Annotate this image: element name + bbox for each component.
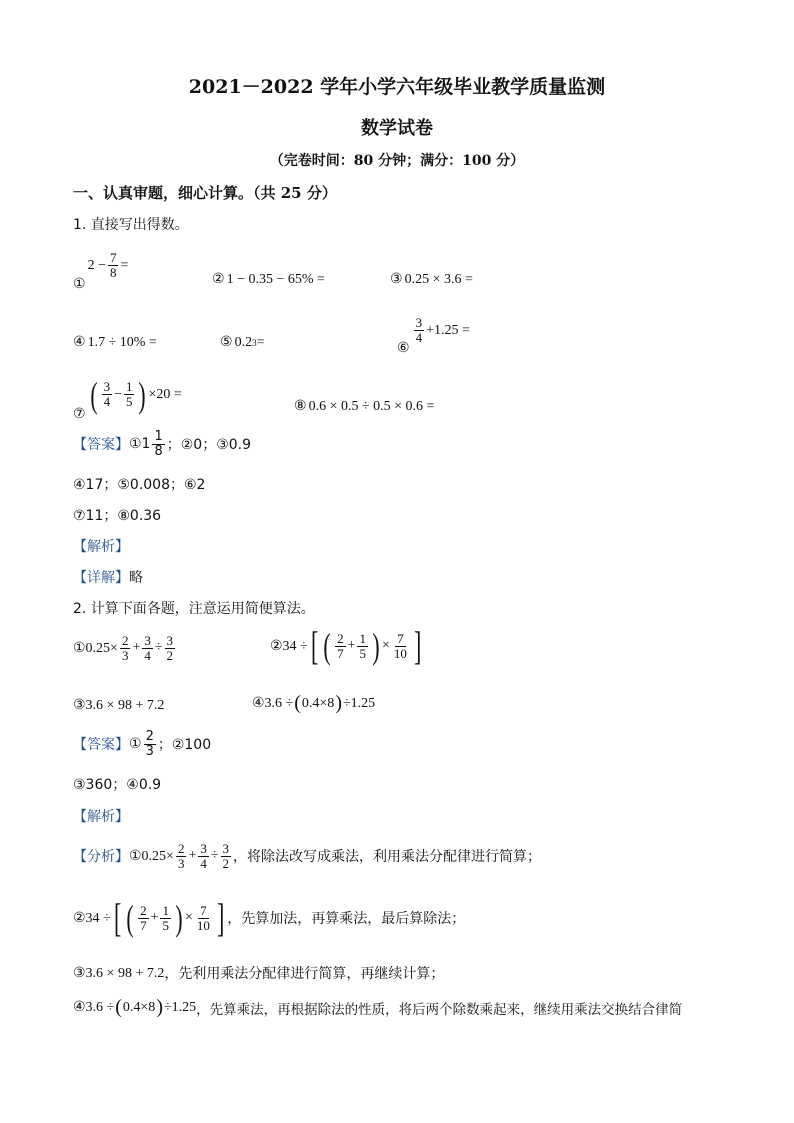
q2-p4-inner: 0.4×8 [301, 695, 335, 711]
q2-analysis-4: ④3.6 ÷ ( 0.4×8 ) ÷1.25 ，先算乘法，再根据除法的性质，将后两个除数乘起来，继续用乘法交换结合律简 [73, 996, 683, 1018]
q1-answer-line-1 [73, 430, 251, 458]
q1-detail-label: 【详解】 [73, 570, 129, 586]
q1-ans1-b: ；②0；③0.9 [166, 437, 252, 454]
q2-p2-frac-3: $\frac{7}{10}$ [393, 630, 407, 661]
q2-an1-frac-3: $\frac{3}{2}$ [222, 841, 230, 871]
q1-mark-6: ⑥ [397, 341, 410, 356]
q2-analysis-1 [73, 842, 541, 870]
q2-an1-frac-2: $\frac{3}{4}$ [200, 841, 207, 871]
q2-an4-inner: 0.4×8 [122, 999, 156, 1015]
q2-problem-1 [73, 634, 177, 662]
q2-an1-frac-1: $\frac{2}{3}$ [177, 841, 185, 871]
q1-item-6 [397, 312, 470, 357]
q2-p4-b: ÷1.25 [342, 695, 376, 711]
q1-mark-3: ③ [390, 272, 403, 287]
q2-analysis-label: 【解析】 [73, 809, 129, 825]
q1-e6-frac: $\frac{3}{4}$ [415, 315, 423, 345]
question-1-title: 1. 直接写出得数。 [73, 217, 189, 233]
q2-an2-frac-2: $\frac{1}{5}$ [162, 902, 169, 933]
q2-an1-a: ①0.25× [129, 848, 174, 864]
q2-an1-op1: + [188, 848, 197, 864]
q2-p2-frac-2: $\frac{1}{5}$ [359, 630, 366, 661]
q1-item-2 [212, 271, 325, 288]
q2-ans1-b: ；②100 [157, 737, 212, 754]
q2-answer-label: 【答案】 [73, 737, 129, 754]
q1-e8: 0.6 × 0.5 ÷ 0.5 × 0.6 = [308, 398, 435, 414]
q1-item-1 [73, 248, 128, 293]
q1-analysis-label: 【解析】 [73, 539, 129, 555]
q1-mark-1: ① [73, 277, 86, 292]
time-info: （完卷时间：80 分钟；满分：100 分） [269, 153, 525, 169]
q1-e5-a: 0.2 [234, 334, 253, 350]
q2-an1-text: ，将除法改写成乘法，利用乘法分配律进行简算； [233, 849, 542, 866]
q1-mark-7: ⑦ [73, 407, 86, 422]
q1-mark-5: ⑤ [220, 335, 233, 350]
q2-p2-frac-1: $\frac{2}{7}$ [337, 630, 344, 661]
q2-p1-frac-2: $\frac{3}{4}$ [144, 633, 151, 663]
q2-an1-op2: ÷ [210, 848, 219, 864]
q1-ans1-a: ①1 [129, 436, 151, 453]
q2-answer-line-2: ③360；④0.9 [73, 777, 162, 793]
q1-item-7: ⑦ ( $\frac{3}{4}$ − $\frac{1}{5}$ ) ×20 = [73, 374, 182, 422]
q1-e7-b: ×20 = [148, 386, 182, 402]
q2-p1-op2: ÷ [154, 640, 163, 656]
q2-an4-text: ，先算乘法，再根据除法的性质，将后两个除数乘起来，继续用乘法交换结合律简 [196, 1001, 683, 1018]
q1-e7-op: − [114, 386, 122, 402]
q1-answer-line-3: ⑦11；⑧0.36 [73, 508, 162, 524]
q1-item-4 [73, 334, 157, 351]
q1-answer-line-2: ④17；⑤0.008；⑥2 [73, 477, 206, 493]
q2-ans1-a: ① [129, 736, 142, 753]
q2-p2-x: × [381, 638, 390, 653]
exam-subject: 数学试卷 [361, 118, 433, 139]
q1-e1-a: 2 − [87, 257, 106, 273]
q1-ans1-frac: $\frac{1}{8}$ [154, 429, 163, 459]
q2-an2-a: ②34 ÷ [73, 910, 111, 926]
q2-problem-2: ②34 ÷ [ ( $\frac{2}{7}$ + $\frac{1}{5}$ ) × $\frac{7}{10}$ ] [270, 623, 422, 668]
q2-an3-expr: ③3.6 × 98 + 7.2 [73, 965, 165, 981]
q2-p1-a: ①0.25× [73, 640, 118, 656]
q2-analysis-head: 【分析】 [73, 849, 129, 866]
q2-answer-line-1 [73, 730, 211, 758]
q1-item-5 [220, 334, 264, 351]
q1-e1-frac: $\frac{7}{8}$ [109, 250, 117, 280]
q1-e7-frac-2: $\frac{1}{5}$ [125, 379, 133, 409]
q1-e3: 0.25 × 3.6 = [404, 271, 473, 287]
q1-e2: 1 − 0.35 − 65% = [226, 271, 325, 287]
q2-analysis-2: ②34 ÷ [ ( $\frac{2}{7}$ + $\frac{1}{5}$ ) × $\frac{7}{10}$ ] ，先算加法，再算乘法，最后算除法； [73, 895, 466, 940]
q2-p1-frac-1: $\frac{2}{3}$ [121, 633, 129, 663]
q1-mark-4: ④ [73, 335, 86, 350]
q2-p1-frac-3: $\frac{3}{2}$ [166, 633, 174, 663]
q2-an4-a: ④3.6 ÷ [73, 1000, 115, 1015]
q1-e4: 1.7 ÷ 10% = [87, 334, 157, 350]
q2-p3: ③3.6 × 98 + 7.2 [73, 698, 165, 713]
q1-mark-8: ⑧ [294, 399, 307, 414]
q2-analysis-3 [73, 963, 444, 983]
q2-an2-x: × [184, 910, 193, 925]
q2-problem-4: ④3.6 ÷ ( 0.4×8 ) ÷1.25 [252, 692, 376, 714]
section-title: 一、认真审题，细心计算。（共 25 分） [73, 184, 337, 202]
question-2-title: 2. 计算下面各题，注意运用简便算法。 [73, 601, 315, 617]
q2-ans1-frac: $\frac{2}{3}$ [145, 729, 154, 759]
q1-e1-b: = [120, 257, 129, 273]
q2-an3-text: ，先利用乘法分配律进行简算，再继续计算； [164, 966, 445, 982]
exam-title: 2021－2022 学年小学六年级毕业教学质量监测 [188, 76, 606, 98]
q1-e5-b: = [256, 334, 265, 350]
q1-e6-b: +1.25 = [426, 322, 470, 338]
q1-e5-sup: 3 [252, 337, 257, 348]
q1-item-8 [294, 398, 434, 415]
q2-problem-3 [73, 697, 164, 714]
q2-p4-a: ④3.6 ÷ [252, 696, 294, 711]
q2-an4-b: ÷1.25 [163, 999, 197, 1015]
q1-e7-frac-1: $\frac{3}{4}$ [103, 379, 111, 409]
q2-p1-op1: + [132, 640, 141, 656]
q2-an2-frac-3: $\frac{7}{10}$ [196, 902, 210, 933]
q1-detail [73, 567, 143, 587]
q2-an2-text: ，先算加法，再算乘法，最后算除法； [227, 911, 466, 927]
q2-an2-op: + [150, 910, 159, 925]
q2-p2-op: + [347, 638, 356, 653]
q2-p2-a: ②34 ÷ [270, 638, 308, 654]
q1-item-3 [390, 271, 473, 288]
q1-answer-label: 【答案】 [73, 437, 129, 454]
q1-detail-text: 略 [129, 570, 143, 586]
q2-an2-frac-1: $\frac{2}{7}$ [140, 902, 147, 933]
q1-mark-2: ② [212, 272, 225, 287]
